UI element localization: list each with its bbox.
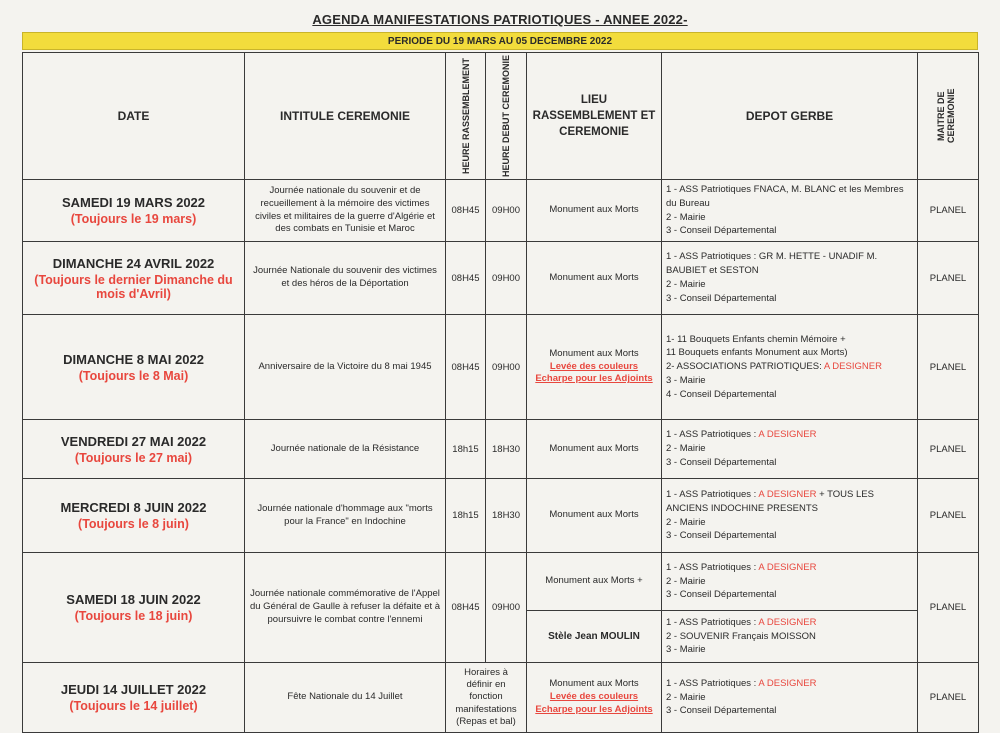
depot-cell (662, 180, 918, 242)
date-label: JEUDI 14 JUILLET 2022 (60, 682, 207, 698)
depot-line: 3 - Mairie (666, 644, 706, 656)
agenda-table (22, 52, 979, 733)
lieu-label: Monument aux Morts (549, 347, 639, 359)
header-heure-debut (486, 53, 527, 180)
heure-debut-cell: 09H00 (486, 315, 527, 420)
depot-line: 2 - Mairie (666, 443, 706, 455)
depot-line: 3 - Conseil Départemental (666, 292, 777, 304)
depot-line-text: 1 - ASS Patriotiques : (666, 488, 757, 500)
maitre-cell: PLANEL (918, 242, 979, 315)
period-banner: PERIODE DU 19 MARS AU 05 DECEMBRE 2022 (22, 32, 978, 50)
depot-line: 3 - Conseil Départemental (666, 589, 777, 601)
intitule-cell: Journée Nationale du souvenir des victimes et des héros de la Déportation (245, 242, 446, 315)
maitre-cell: PLANEL (918, 553, 979, 663)
depot-cell (662, 315, 918, 420)
date-label: MERCREDI 8 JUIN 2022 (60, 500, 207, 516)
date-note: (Toujours le 18 juin) (74, 609, 193, 624)
a-designer-label: A DESIGNER (758, 616, 817, 628)
header-depot: DEPOT GERBE (662, 53, 918, 180)
date-cell (23, 553, 245, 663)
lieu-cell: Monument aux Morts + (527, 553, 662, 611)
header-heure-rassemblement-label: HEURE RASSEMBLEMENT (460, 58, 471, 175)
maitre-cell: PLANEL (918, 663, 979, 733)
lieu-cell: Monument aux Morts (527, 180, 662, 242)
horaires-cell: Horaires à définir en fonction manifestations (Repas et bal) (446, 663, 527, 733)
depot-line: 2 - SOUVENIR Français MOISSON (666, 630, 816, 642)
intitule-cell: Journée nationale commémorative de l'Appel du Général de Gaulle à refuser la défaite et à poursuivre le combat contre l'ennemi (245, 553, 446, 663)
a-designer-label: A DESIGNER (823, 361, 882, 373)
a-designer-label: A DESIGNER (758, 677, 817, 689)
heure-rassemblement-cell: 18h15 (446, 479, 486, 553)
intitule-cell: Journée nationale d'hommage aux "morts pour la France" en Indochine (245, 479, 446, 553)
depot-line-text: 1 - ASS Patriotiques : (666, 616, 757, 628)
heure-rassemblement-cell: 08H45 (446, 180, 486, 242)
header-maitre (918, 53, 979, 180)
lieu-note-echarpe: Echarpe pour les Adjoints (535, 373, 653, 385)
date-note: (Toujours le 8 Mai) (78, 368, 189, 383)
depot-line-text: 2- ASSOCIATIONS PATRIOTIQUES: (666, 361, 822, 373)
depot-line: 2 - Mairie (666, 575, 706, 587)
date-cell (23, 180, 245, 242)
heure-debut-cell: 09H00 (486, 553, 527, 663)
table-row (23, 420, 979, 479)
table-row (23, 315, 979, 420)
date-label: VENDREDI 27 MAI 2022 (60, 433, 207, 449)
depot-line-text: 1 - ASS Patriotiques : (666, 561, 757, 573)
depot-cell (662, 479, 918, 553)
date-label: DIMANCHE 24 AVRIL 2022 (52, 255, 215, 271)
depot-line: 3 - Conseil Départemental (666, 530, 777, 542)
depot-line: 1- 11 Bouquets Enfants chemin Mémoire + (666, 333, 846, 345)
depot-line: 2 - Mairie (666, 279, 706, 291)
header-heure-debut-label: HEURE DEBUT CEREMONIE (501, 55, 511, 178)
depot-line (666, 360, 913, 374)
date-cell (23, 315, 245, 420)
lieu-note-couleurs: Levée des couleurs (549, 360, 639, 372)
date-note: (Toujours le 19 mars) (70, 212, 197, 227)
depot-line (666, 616, 913, 630)
a-designer-label: A DESIGNER (758, 429, 817, 441)
header-maitre-label: MAITRE DE CEREMONIE (936, 88, 956, 144)
heure-rassemblement-cell: 08H45 (446, 553, 486, 663)
lieu-cell (527, 315, 662, 420)
depot-line (666, 677, 913, 691)
table-row (23, 553, 979, 611)
intitule-cell: Journée nationale du souvenir et de recueillement à la mémoire des victimes civiles et militaires de la guerre d'Algérie et des combats en Tunisie et Maroc (245, 180, 446, 242)
depot-line-text: 1 - ASS Patriotiques : (666, 429, 757, 441)
lieu-cell (527, 663, 662, 733)
date-cell (23, 420, 245, 479)
table-row (23, 479, 979, 553)
date-note: (Toujours le dernier Dimanche du mois d'Avril) (34, 272, 233, 301)
date-label: DIMANCHE 8 MAI 2022 (63, 351, 204, 367)
depot-line: 2 - Mairie (666, 516, 706, 528)
depot-line: 4 - Conseil Départemental (666, 388, 777, 400)
depot-line: 3 - Mairie (666, 374, 706, 386)
intitule-cell: Fête Nationale du 14 Juillet (245, 663, 446, 733)
maitre-cell: PLANEL (918, 420, 979, 479)
depot-line (666, 488, 913, 516)
depot-line: 3 - Conseil Départemental (666, 225, 777, 237)
heure-debut-cell: 18H30 (486, 420, 527, 479)
depot-cell (662, 611, 918, 663)
lieu-cell: Monument aux Morts (527, 420, 662, 479)
table-row (23, 180, 979, 242)
table-row (23, 663, 979, 733)
lieu-cell (527, 611, 662, 663)
header-row (23, 53, 979, 180)
lieu-note-echarpe: Echarpe pour les Adjoints (535, 703, 653, 715)
date-note: (Toujours le 27 mai) (74, 450, 193, 465)
header-date: DATE (23, 53, 245, 180)
intitule-cell: Journée nationale de la Résistance (245, 420, 446, 479)
a-designer-label: A DESIGNER (758, 488, 817, 500)
heure-debut-cell: 09H00 (486, 180, 527, 242)
depot-line (666, 561, 913, 575)
depot-line: 2 - Mairie (666, 691, 706, 703)
heure-rassemblement-cell: 08H45 (446, 315, 486, 420)
depot-line (666, 428, 913, 442)
depot-cell (662, 553, 918, 611)
lieu-cell: Monument aux Morts (527, 479, 662, 553)
date-note: (Toujours le 8 juin) (78, 517, 189, 532)
date-note: (Toujours le 14 juillet) (69, 699, 198, 714)
depot-line: 2 - Mairie (666, 211, 706, 223)
heure-rassemblement-cell: 08H45 (446, 242, 486, 315)
depot-line: 1 - ASS Patriotiques FNACA, M. BLANC et les Membres du Bureau (666, 183, 904, 209)
lieu-cell: Monument aux Morts (527, 242, 662, 315)
lieu-label: Monument aux Morts (549, 678, 639, 690)
heure-rassemblement-cell: 18h15 (446, 420, 486, 479)
depot-cell (662, 420, 918, 479)
heure-debut-cell: 18H30 (486, 479, 527, 553)
header-heure-rassemblement (446, 53, 486, 180)
date-label: SAMEDI 19 MARS 2022 (61, 195, 206, 211)
depot-cell (662, 242, 918, 315)
date-cell (23, 663, 245, 733)
date-cell (23, 479, 245, 553)
page-title: AGENDA MANIFESTATIONS PATRIOTIQUES - ANNEE 2022- (312, 12, 688, 27)
maitre-cell: PLANEL (918, 479, 979, 553)
heure-debut-cell: 09H00 (486, 242, 527, 315)
depot-line: 1 - ASS Patriotiques : GR M. HETTE - UNADIF M. BAUBIET et SESTON (666, 251, 878, 277)
depot-line: 11 Bouquets enfants Monument aux Morts) (666, 347, 848, 359)
depot-line: 3 - Conseil Départemental (666, 456, 777, 468)
depot-line: 3 - Conseil Départemental (666, 705, 777, 717)
lieu-note-couleurs: Levée des couleurs (549, 691, 639, 703)
depot-cell (662, 663, 918, 733)
a-designer-label: A DESIGNER (758, 561, 817, 573)
depot-line-text: 1 - ASS Patriotiques : (666, 677, 757, 689)
lieu-label: Stèle Jean MOULIN (548, 630, 640, 642)
header-lieu: LIEU RASSEMBLEMENT ET CEREMONIE (527, 53, 662, 180)
date-cell (23, 242, 245, 315)
depot-line-extra: + TOUS LES ANCIENS INDOCHINE PRESENTS (666, 488, 874, 514)
header-intitule: INTITULE CEREMONIE (245, 53, 446, 180)
intitule-cell: Anniversaire de la Victoire du 8 mai 1945 (245, 315, 446, 420)
maitre-cell: PLANEL (918, 180, 979, 242)
date-label: SAMEDI 18 JUIN 2022 (66, 592, 201, 608)
table-row (23, 242, 979, 315)
maitre-cell: PLANEL (918, 315, 979, 420)
